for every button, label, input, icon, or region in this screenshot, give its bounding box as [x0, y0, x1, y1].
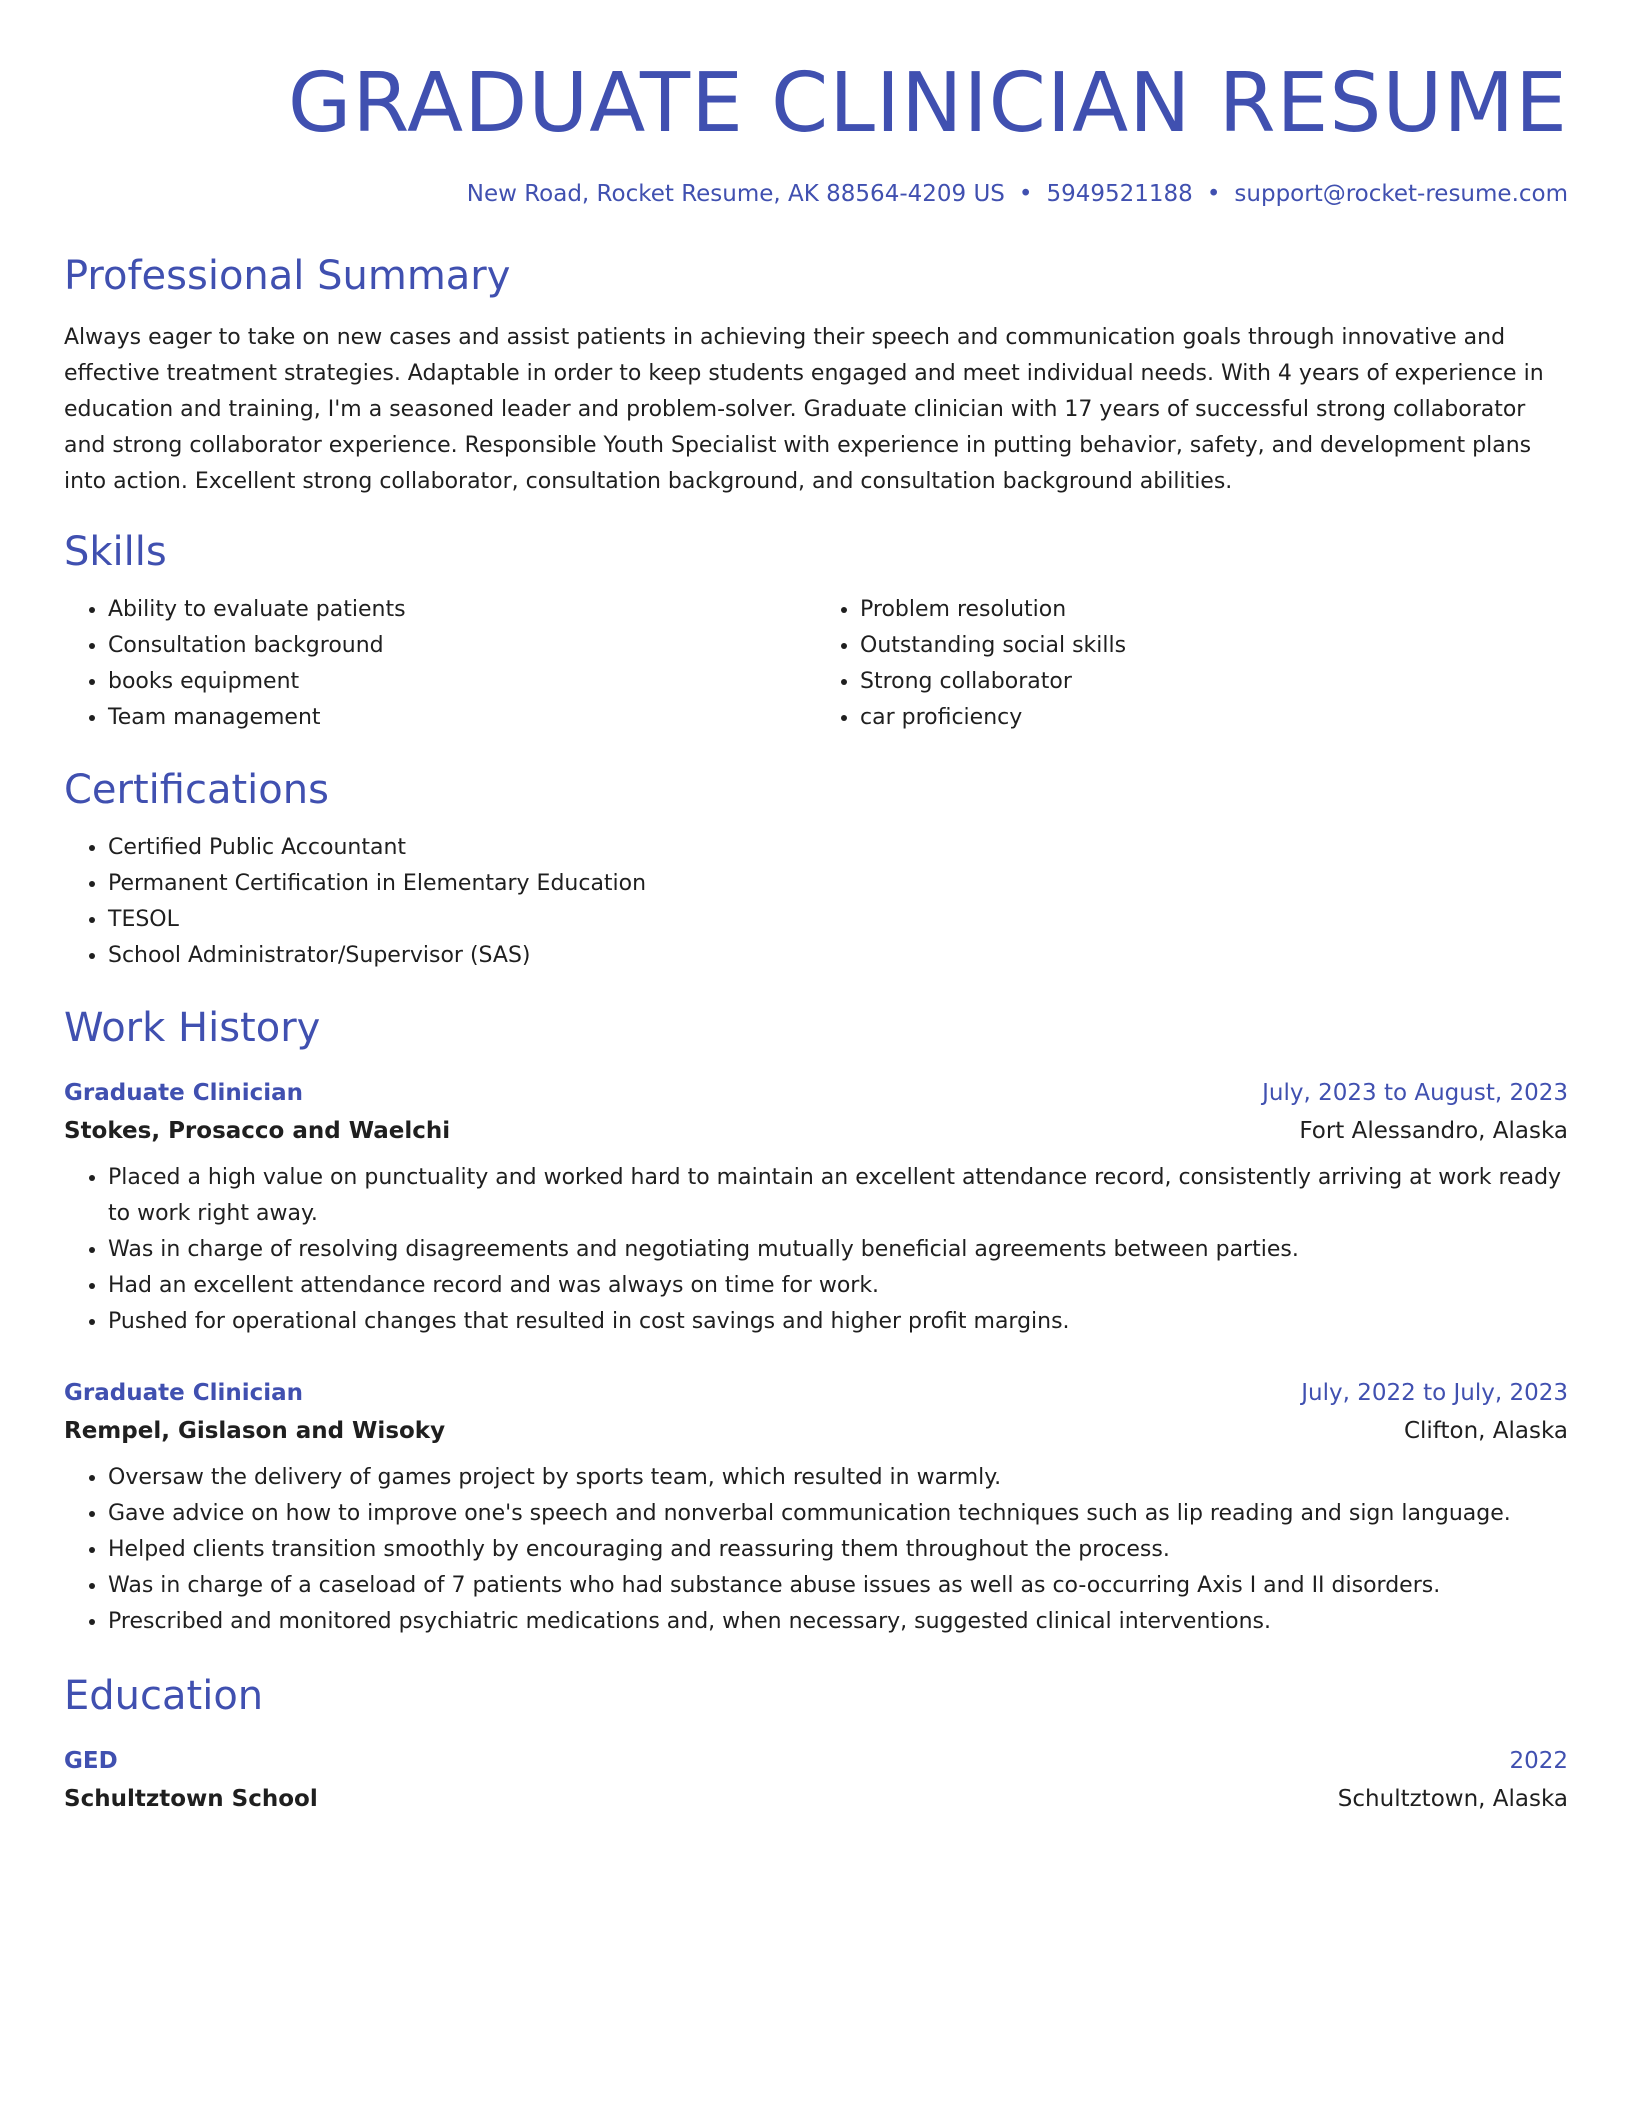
- job-header-row: [64, 1074, 1568, 1112]
- contact-line: [64, 178, 1568, 210]
- job-location: Fort Alessandro, Alaska: [1299, 1118, 1568, 1144]
- education-year: 2022: [1509, 1748, 1568, 1774]
- job-bullet: • Oversaw the delivery of games project by sports team, which resulted in warmly.: [108, 1460, 1568, 1496]
- job-bullet: • Prescribed and monitored psychiatric medications and, when necessary, suggested clinical interventions.: [108, 1604, 1568, 1640]
- job-bullets: [64, 1460, 1568, 1640]
- education-location: Schultztown, Alaska: [1337, 1786, 1568, 1812]
- certification-item: • Permanent Certification in Elementary Education: [108, 866, 1568, 902]
- education-school: Schultztown School: [64, 1786, 318, 1812]
- job-dates: July, 2023 to August, 2023: [1262, 1080, 1568, 1106]
- skills-list: [64, 592, 1568, 736]
- job-company: Stokes, Prosacco and Waelchi: [64, 1118, 451, 1144]
- summary-text: Always eager to take on new cases and assist patients in achieving their speech and communication goals through innovative and effective treatment strategies. Adaptable in order to keep students engaged and meet individual needs. With 4 years of experience in education and training, I'm a seasoned leader and problem-solver. Graduate clinician with 17 years of successful strong collaborator and strong collaborator experience. Responsible Youth Specialist with experience in putting behavior, safety, and development plans into action. Excellent strong collaborator, consultation background, and consultation background abilities.: [64, 325, 1544, 494]
- skill-item: • Problem resolution: [860, 592, 1568, 628]
- job-bullets: [64, 1160, 1568, 1340]
- certification-item: • Certified Public Accountant: [108, 830, 1568, 866]
- job-dates: July, 2022 to July, 2023: [1301, 1380, 1568, 1406]
- contact-address: New Road, Rocket Resume, AK 88564-4209 US: [466, 181, 1005, 207]
- contact-phone: 5949521188: [1046, 181, 1193, 207]
- work-history-heading: Work History: [64, 1005, 321, 1051]
- skill-item: • books equipment: [108, 664, 816, 700]
- skills-column-left: [64, 592, 816, 736]
- job-bullet: • Gave advice on how to improve one's speech and nonverbal communication techniques such as lip reading and sign language.: [108, 1496, 1568, 1532]
- job-bullet: • Helped clients transition smoothly by encouraging and reassuring them throughout the process.: [108, 1532, 1568, 1568]
- education-school-row: [64, 1780, 1568, 1818]
- job-bullet: • Pushed for operational changes that resulted in cost savings and higher profit margins.: [108, 1304, 1568, 1340]
- education-header-row: [64, 1742, 1568, 1780]
- job-bullet: • Placed a high value on punctuality and worked hard to maintain an excellent attendance record, consistently arriving at work ready to work right away.: [108, 1160, 1568, 1232]
- skill-item: • Consultation background: [108, 628, 816, 664]
- job-company: Rempel, Gislason and Wisoky: [64, 1418, 446, 1444]
- skill-item: • Strong collaborator: [860, 664, 1568, 700]
- skill-item: • Ability to evaluate patients: [108, 592, 816, 628]
- job-bullet: • Was in charge of a caseload of 7 patients who had substance abuse issues as well as co-occurring Axis I and II disorders.: [108, 1568, 1568, 1604]
- certifications-list: [64, 830, 1568, 974]
- education-entry: [64, 1742, 1568, 1818]
- skill-item: • Outstanding social skills: [860, 628, 1568, 664]
- job-company-row: [64, 1112, 1568, 1150]
- skill-item: • car proficiency: [860, 700, 1568, 736]
- job-title: Graduate Clinician: [64, 1380, 304, 1406]
- education-heading: Education: [64, 1673, 264, 1719]
- summary-heading: Professional Summary: [64, 253, 511, 299]
- job-entry: [64, 1374, 1568, 1640]
- certifications-heading: Certifications: [64, 767, 329, 813]
- job-bullet: • Was in charge of resolving disagreements and negotiating mutually beneficial agreements between parties.: [108, 1232, 1568, 1268]
- resume-page: [64, 0, 1568, 1818]
- contact-separator: •: [1206, 181, 1221, 207]
- education-degree: GED: [64, 1748, 118, 1774]
- contact-email[interactable]: support@rocket-resume.com: [1234, 181, 1568, 207]
- job-entry: [64, 1074, 1568, 1340]
- job-bullet: • Had an excellent attendance record and was always on time for work.: [108, 1268, 1568, 1304]
- skills-column-right: [816, 592, 1568, 736]
- certification-item: • School Administrator/Supervisor (SAS): [108, 938, 1568, 974]
- job-header-row: [64, 1374, 1568, 1412]
- job-company-row: [64, 1412, 1568, 1450]
- certification-item: • TESOL: [108, 902, 1568, 938]
- job-location: Clifton, Alaska: [1403, 1418, 1568, 1444]
- skill-item: • Team management: [108, 700, 816, 736]
- resume-title: GRADUATE CLINICIAN RESUME: [287, 56, 1568, 151]
- job-title: Graduate Clinician: [64, 1080, 304, 1106]
- contact-separator: •: [1018, 181, 1033, 207]
- skills-heading: Skills: [64, 529, 167, 575]
